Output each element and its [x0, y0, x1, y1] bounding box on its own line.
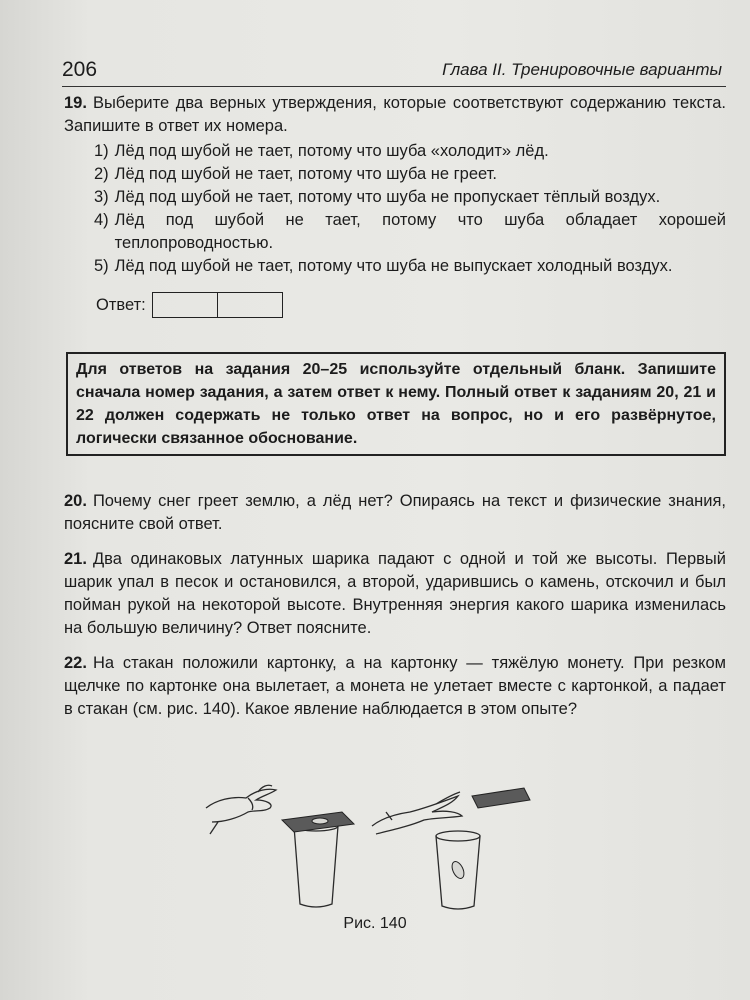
question-text: На стакан положили картонку, а на картонку — тяжёлую монету. При резком щелчке по картонке она вылетает, а монета не улетает вместе с картонкой, а падает в стакан (см. рис. 140). Какое явление наблюдается в этом опыте? — [64, 654, 726, 718]
option-item — [94, 209, 726, 255]
falling-coin-icon — [450, 860, 467, 881]
option-number: 1) — [94, 142, 109, 160]
answer-label: Ответ: — [96, 295, 146, 314]
question-22 — [64, 652, 726, 721]
question-text: Два одинаковых латунных шарика падают с одной и той же высоты. Первый шарик упал в песок и остановился, а второй, ударившись о камень, отскочил и был пойман рукой на некоторой высоте. Внутренняя энергия какого шарика изменилась на большую величину? Ответ поясните. — [64, 550, 726, 637]
instructions-notice: Для ответов на задания 20–25 используйте отдельный бланк. Запишите сначала номер задания, а затем ответ к нему. Полный ответ к заданиям 20, 21 и 22 должен содержать не только ответ на вопрос, но и его развёрнутое, логически связанное обоснование. — [66, 352, 726, 456]
answer-box[interactable] — [152, 292, 283, 318]
question-text: Выберите два верных утверждения, которые соответствуют содержанию текста. Запишите в ответ их номера. — [64, 94, 726, 135]
figure-caption: Рис. 140 — [343, 915, 407, 932]
page-number: 206 — [62, 58, 98, 81]
page-header — [62, 58, 722, 84]
option-number: 2) — [94, 165, 109, 183]
question-number: 20. — [64, 492, 87, 510]
answer-cell-2[interactable] — [217, 293, 282, 317]
option-item — [94, 186, 726, 209]
question-20 — [64, 490, 726, 536]
option-number: 3) — [94, 188, 109, 206]
hand-flick-icon — [206, 785, 276, 834]
option-number: 4) — [94, 211, 109, 229]
option-text: Лёд под шубой не тает, потому что шуба не пропускает тёплый воздух. — [114, 188, 661, 206]
card-on-glass — [282, 812, 354, 832]
question-text: Почему снег греет землю, а лёд нет? Опираясь на текст и физические знания, поясните свой ответ. — [64, 492, 726, 533]
glass-left — [294, 821, 338, 907]
flying-card — [472, 788, 530, 808]
option-text: Лёд под шубой не тает, потому что шуба не выпускает холодный воздух. — [114, 257, 673, 275]
header-rule — [62, 86, 726, 87]
option-item — [94, 255, 726, 278]
question-number: 22. — [64, 654, 87, 672]
page-content — [64, 92, 726, 721]
hand-after-flick-icon — [372, 792, 462, 834]
question-number: 21. — [64, 550, 87, 568]
option-list — [94, 140, 726, 278]
question-19 — [64, 92, 726, 318]
option-text: Лёд под шубой не тает, потому что шуба обладает хорошей теплопроводностью. — [114, 211, 726, 252]
coin-icon — [312, 818, 328, 824]
coin-experiment-illustration — [196, 778, 536, 913]
option-item — [94, 140, 726, 163]
option-text: Лёд под шубой не тает, потому что шуба «холодит» лёд. — [114, 142, 549, 160]
question-21 — [64, 548, 726, 640]
option-number: 5) — [94, 257, 109, 275]
answer-cell-1[interactable] — [153, 293, 217, 317]
chapter-title: Глава II. Тренировочные варианты — [442, 60, 722, 79]
option-item — [94, 163, 726, 186]
question-number: 19. — [64, 94, 87, 112]
answer-row — [96, 292, 726, 318]
option-text: Лёд под шубой не тает, потому что шуба не греет. — [114, 165, 497, 183]
